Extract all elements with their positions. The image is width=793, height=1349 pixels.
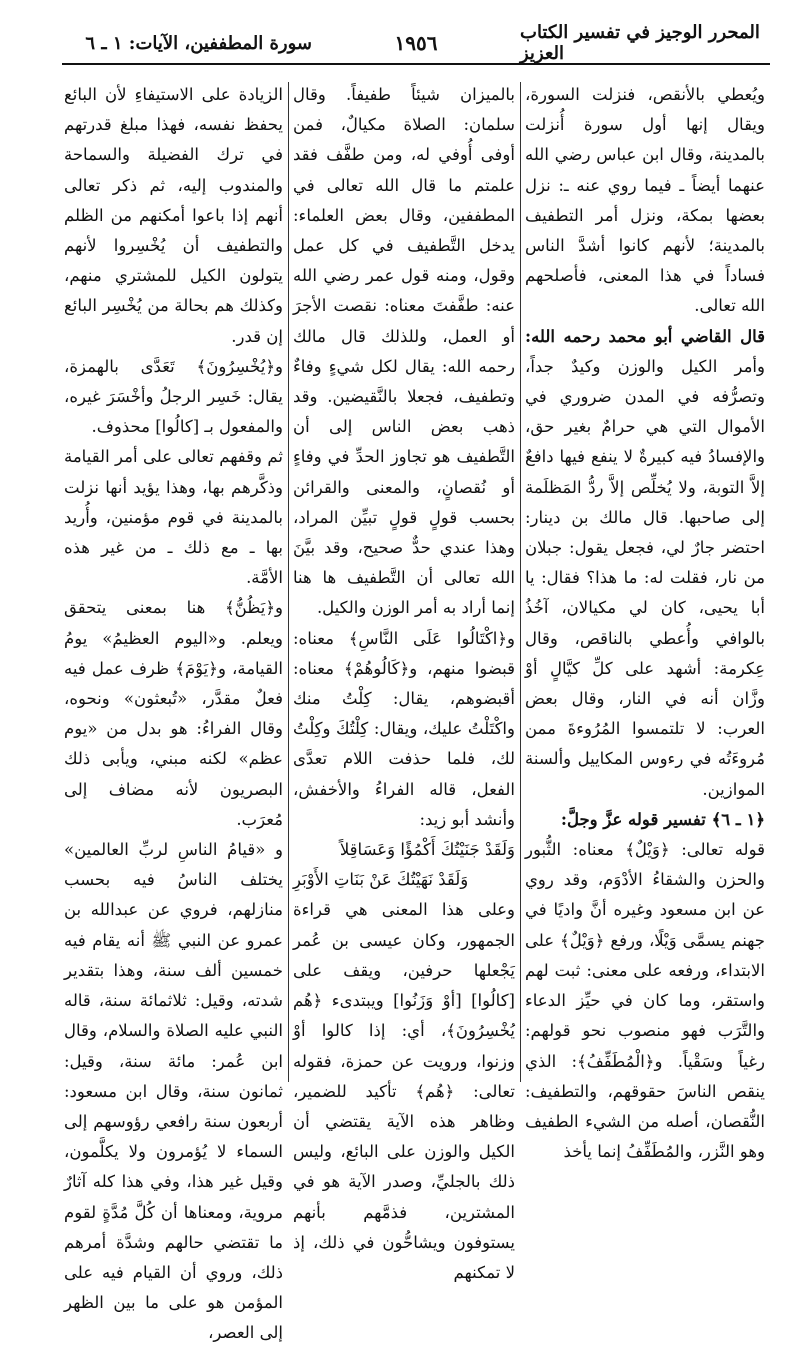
paragraph: و «قيامُ الناسِ لربِّ العالمين» يختلف الناسُ فيه بحسب منازلهم، فروي عن عبدالله بن عمرو عن النبي ﷺ أنه يقام فيه خمسين ألف سنة، وهذا بتقدير شدته، وقيل: ثلاثمائة سنة، قاله النبي عليه الصلاة والسلام، وقال ابن عُمر: مائة سنة، وقيل: ثمانون سنة، وقال ابن مسعود: أربعون سنة رافعي رؤوسهم إلى السماء لا يُؤمرون ولا يكلَّمون، وقيل غير هذا، وفي هذا كله آثارٌ مروية، ومعناها أن كُلَّ مُدَّةٍ لقوم ما تقتضي حالهم وشدَّة أمرهم ذلك، وروي أن القيام فيه على المؤمن هو على ما بين الظهر إلى العصر،: [64, 840, 283, 1343]
section-title: تفسير قوله عزَّ وجلَّ:: [560, 809, 712, 829]
paragraph: و﴿يَظُنُّ﴾ هنا بمعنى يتحقق ويعلم. و«اليوم العظيمُ» يومُ القيامة، و﴿يَوْمَ﴾ ظرف عمل فيه فعلٌ مقدَّر، «تُبعثون» ونحوه، وقال الفراءُ: هو بدل من «يوم عظم» لكنه مبني، ويأبى ذلك البصريون لأنه مضاف إلى مُعرَب.: [64, 598, 283, 829]
paragraph: [525, 322, 765, 805]
header-divider: [62, 63, 770, 65]
running-header: [62, 22, 770, 64]
paragraph: وعلى هذا المعنى هي قراءة الجمهور، وكان عيسى بن عُمر يَجْعلها حرفين، ويقف على [كالُوا] [أوْ وَزَنُوا] ويبتدىء ﴿هُم يُخْسِرُونَ﴾، أي: إذا كالوا أوْ وزنوا، ورويت عن حمزة، فقوله تعالى: ﴿هُم﴾ تأكيد للضمير، وظاهر هذه الآية يقتضي أن الكيل والوزن على البائع، وليس ذلك بالجليِّ، وصدر الآية هو في المشترين، فذمَّهم بأنهم يستوفون ويشاحُّون في ذلك، إذ لا تمكنهم: [293, 900, 515, 1282]
section-heading: [525, 805, 765, 835]
book-title: المحرر الوجيز في تفسير الكتاب العزيز: [520, 22, 760, 64]
paragraph: بالميزان شيئاً طفيفاً. وقال سلمان: الصلاة مكيالٌ، فمن أوفى أُوفي له، ومن طفَّف فقد علمتم ما قال الله تعالى في المطففين، وقال بعض العلماء: يدخل التَّطفيف في كل عمل وقول، ومنه قول عمر رضي الله عنه: طفَّفتَ معناه: نقصت الأجرَ أو العمل، وللذلك قال مالك رحمه الله: يقال لكل شيءٍ وفاءٌ وتطفيف، فجعلا بالنَّقيضين. وقد ذهب بعض الناس إلى أن التَّطفيف هو تجاوز الحدِّ في وفاءٍ أو نُقصانٍ، والمعنى والقرائن بحسب قولٍ قولٍ تبيِّن المراد، وهذا عندي حدٌّ صحيح، وقد بيَّنَ الله تعالى أن التَّطفيف ها هنا إنما أراد به أمر الوزن والكيل.: [293, 85, 515, 618]
paragraph: و﴿اكْتَالُوا عَلَى النَّاسِ﴾ معناه: قبضوا منهم، و﴿كَالُوهُمْ﴾ معناه: أقبضوهم، يقال: كِلْتُ منك واكْتَلْتُ عليك، ويقال: كِلْتُكَ وكِلْتُ لك، فلما حذفت اللام تعدَّى الفعل، قاله الفراءُ والأخفش، وأنشد أبو زيد:: [293, 628, 515, 829]
paragraph: قوله تعالى: ﴿وَيْلٌ﴾ معناه: الثُّبور والحزن والشقاءُ الأدْوَم، وقد روي عن ابن مسعود وغيره أنَّ واديًا في جهنم يسمَّى وَيْلًا، ورفع ﴿وَيْلٌ﴾ على الابتداء، ورفعه على معنى: ثبت لهم واستقر، وما كان في حيِّز الدعاء والتَّرَب فهو منصوب نحو قولهم: رغياً وسَقْياً. و﴿الْمُطَفِّفُ﴾: الذي ينقص الناسَ حقوقهم، والتطفيف: النُّقصان، أصله من الشيء الطفيف وهو النَّزر، والمُطَفِّفُ إنما يأخذ: [525, 840, 765, 1162]
text-column-right: [525, 80, 765, 1162]
column-divider-right: [520, 82, 521, 1082]
column-divider-left: [288, 82, 289, 1082]
page-number: ١٩٥٦: [394, 31, 438, 55]
paragraph: ثم وقفهم تعالى على أمر القيامة وذكَّرهم بها، وهذا يؤيد أنها نزلت بالمدينة في قوم مؤمنين، وأُريد بها ـ مع ذلك ـ من غير هذه الأمَّة.: [64, 447, 283, 588]
verse-range-marker: ﴿١ ـ ٦﴾: [711, 809, 765, 829]
poem-verse: وَلَقَدْ نَهَيْتُكَ عَنْ بَنَاتِ الأَوْبَرِ: [293, 870, 469, 890]
judge-attribution: قال القاضي أبو محمد رحمه الله:: [525, 326, 765, 346]
paragraph: الزيادة على الاستيفاءِ لأن البائع يحفظ نفسه، فهذا مبلغ قدرتهم في ترك الفضيلة والسماحة والمندوب إليه، ثم ذكر تعالى أنهم إذا باعوا أمكنهم من الظلم والتطفيف أن يُخْسِروا لأنهم يتولون الكيل للمشتري منهم، وكذلك هم بحالة من يُخْسِر البائع إن قدر.: [64, 85, 283, 346]
poem-verse: وَلَقَدْ جَنَيْتُكَ أَكْمُؤًا وَعَسَاقِلاً: [339, 840, 515, 860]
text-column-left: [64, 80, 283, 1343]
surah-title: سورة المطففين، الآيات: ١ ـ ٦: [85, 32, 312, 54]
text-column-middle: [293, 80, 515, 1282]
paragraph-text: وأمر الكيل والوزن وكيدٌ جداً، وتصرُّفه في المدن ضروري في الأموال التي هي حرامٌ بغير حق، والإفسادُ فيه كبيرةٌ لا ينفع فيها دافعٌ إلاَّ التوبة، ولا يُخلِّص إلاَّ ردُّ المَظلَمة إلى صاحبها. قال مالك بن دينار: احتضر جارٌ لي، فجعل يقول: جبلان من نار، فقلت له: ما هذا؟ فقال: يا أبا يحيى، كان لي مكيالان، آخُذُ بالوافي وأُعطي بالناقص، وقال عِكرمة: أشهد على كلِّ كيَّالٍ أوْ وزَّان أنه في النار، وقال بعض العرب: لا تلتمسوا المُرُوءةَ ممن مُروءَتُه في رءوس المكاييل وألسنة الموازين.: [525, 356, 765, 799]
paragraph: و﴿يُخْسِرُونَ﴾ تَعَدَّى بالهمزة، يقال: خَسِر الرجلُ وأخْسَرَ غيره، والمفعول بـ [كالُوا] محذوف.: [64, 356, 283, 437]
paragraph: ويُعطي بالأنقص، فنزلت السورة، ويقال إنها أول سورة أُنزلت بالمدينة، وقال ابن عباس رضي الله عنهما أيضاً ـ فيما روي عنه ـ: نزل بعضها بمكة، ونزل أمر التطفيف بالمدينة؛ لأنهم كانوا أشدَّ الناس فساداً في هذا المعنى، فأصلحهم الله تعالى.: [525, 85, 765, 316]
